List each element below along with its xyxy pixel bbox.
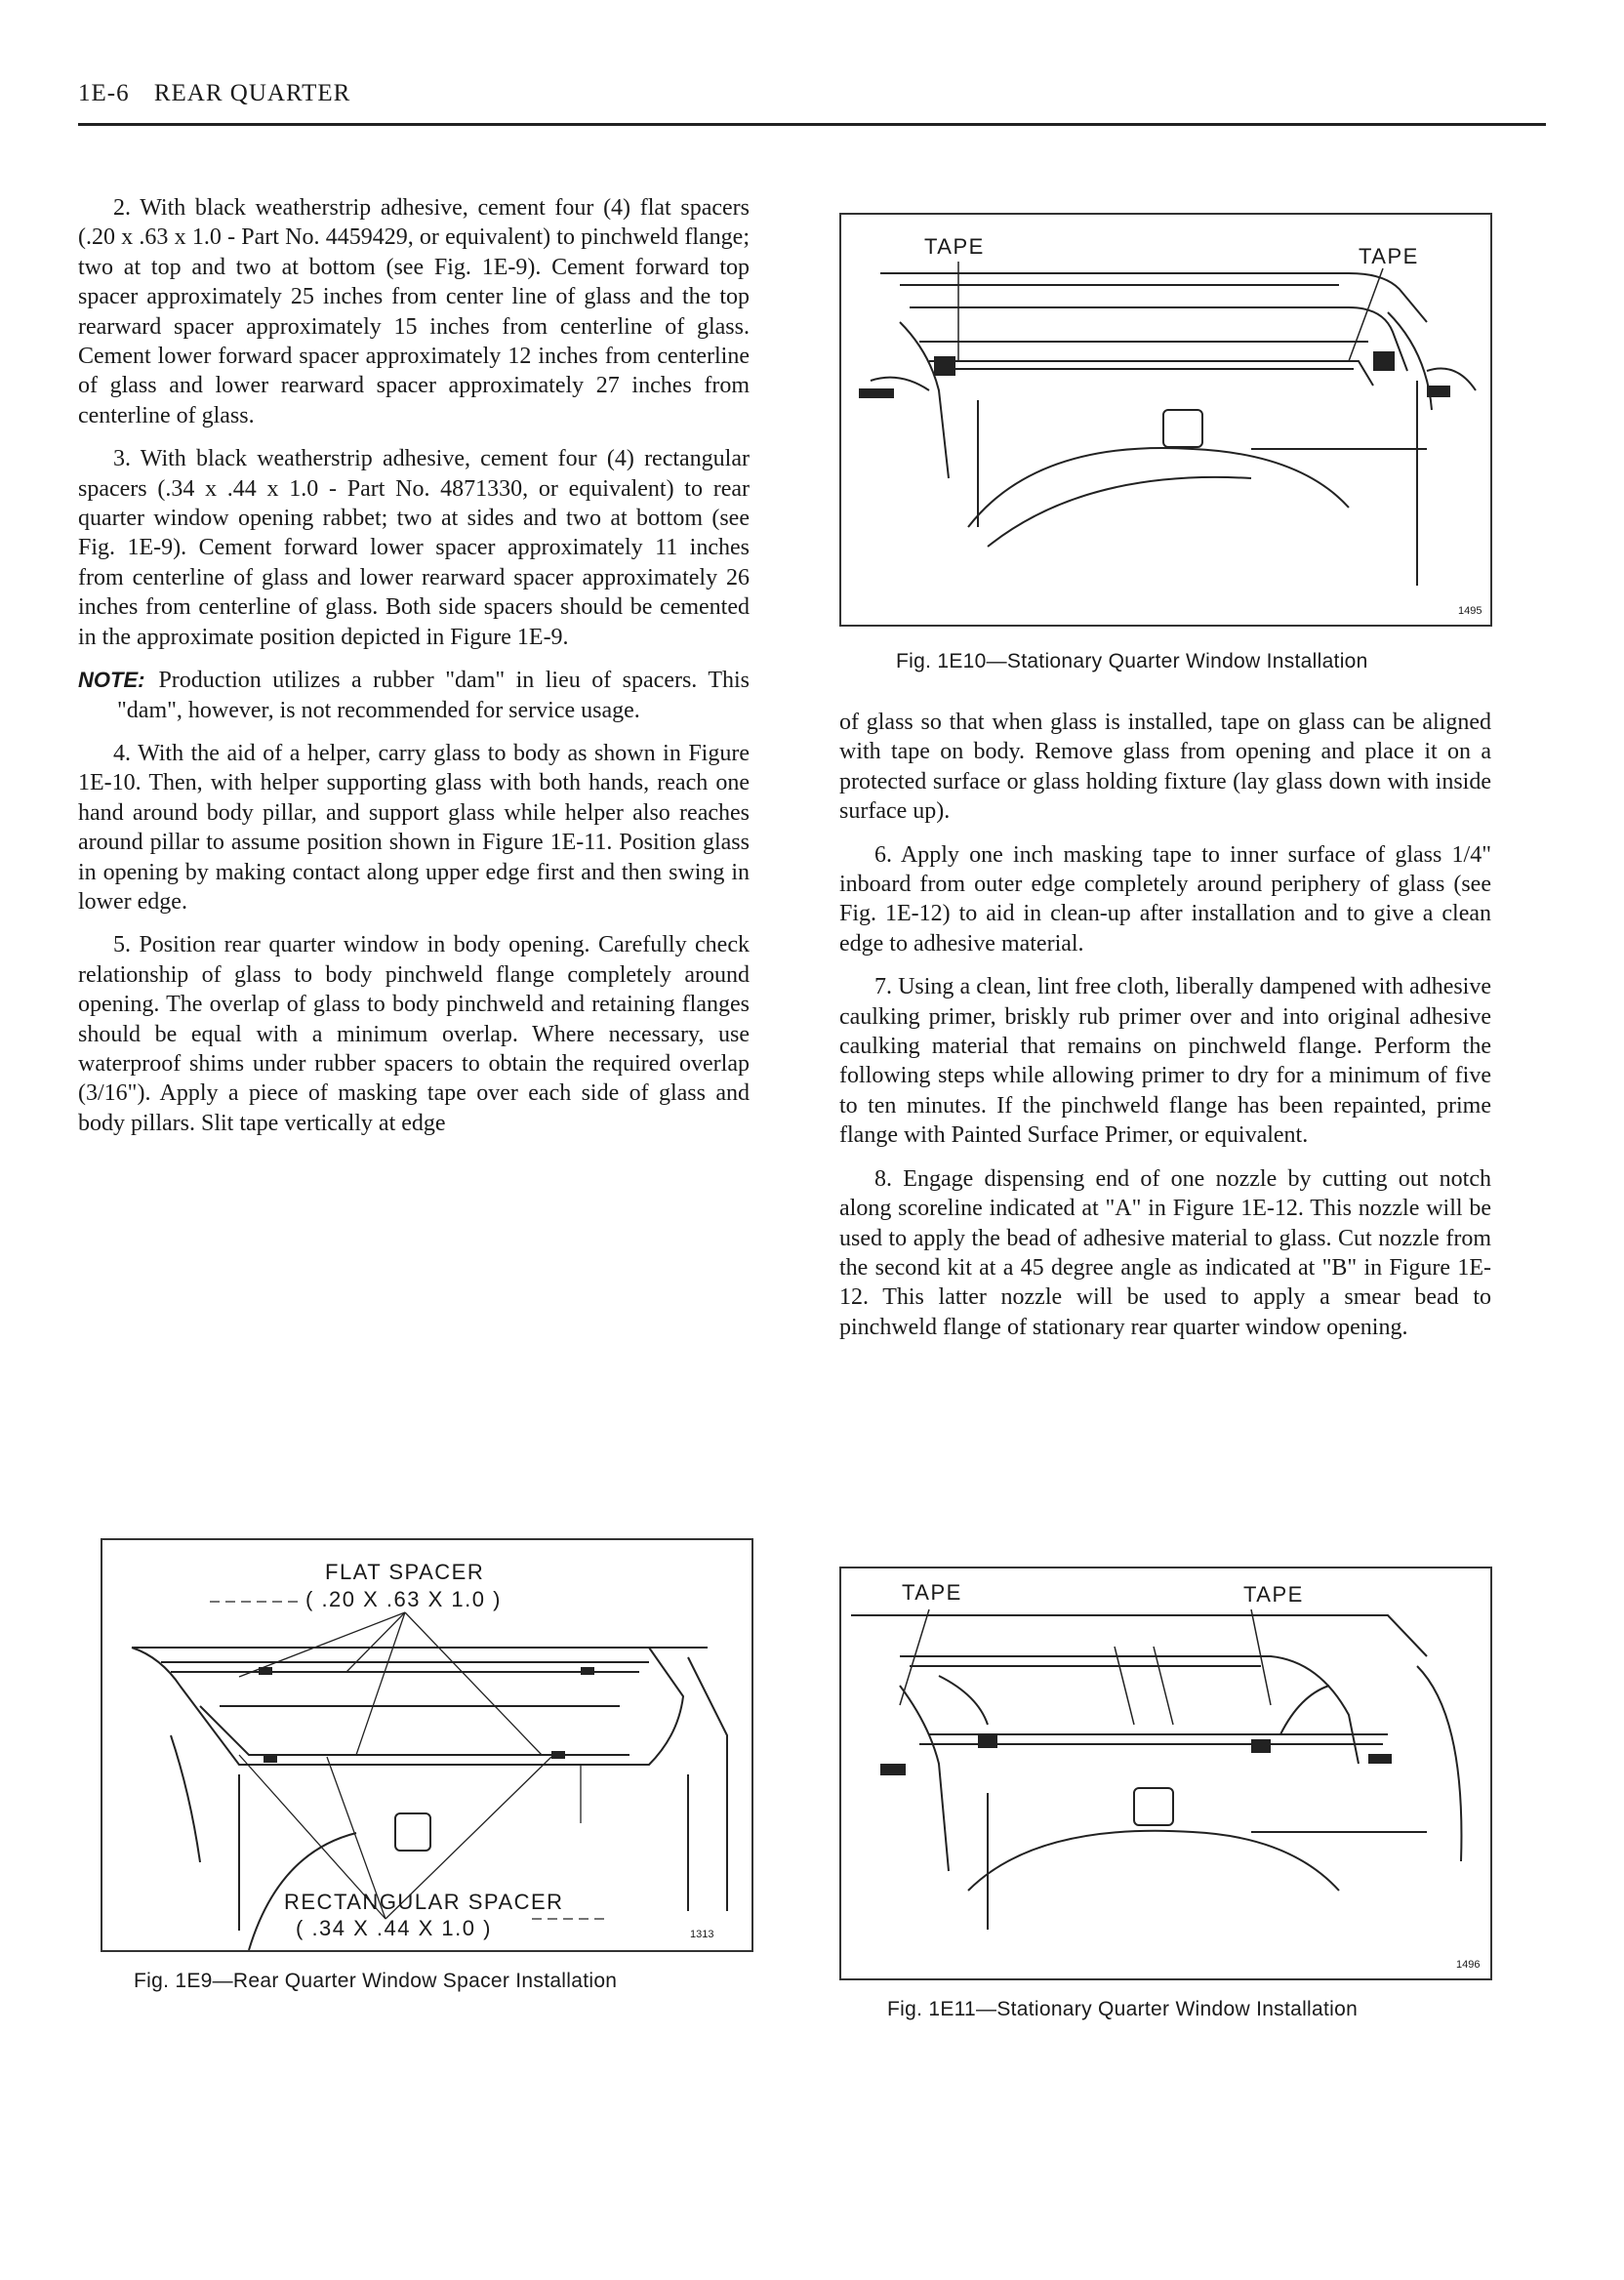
figure-1e11 — [839, 1567, 1492, 1980]
window-installation-illustration — [841, 1568, 1490, 1978]
tape-label-right: TAPE — [1359, 244, 1419, 268]
right-column — [839, 708, 1491, 1356]
figure-1e9 — [101, 1538, 753, 1952]
note-text: Production utilizes a rubber "dam" in lieu of spacers. This "dam", however, is not recommended for service usage. — [117, 668, 750, 723]
figure-number: 1496 — [1456, 1959, 1481, 1971]
note-label: NOTE: — [78, 668, 145, 693]
flat-spacer-label: FLAT SPACER — [325, 1560, 485, 1584]
window-installation-illustration — [841, 215, 1490, 625]
paragraph-7: 7. Using a clean, lint free cloth, liberally dampened with adhesive caulking primer, briskly rub primer over and into original adhesive caulking material that remains on pinchweld flange. Perform the following steps while allowing primer to dry for a minimum of five to ten minutes. If the pinchweld flange has been repainted, prime flange with Painted Surface Primer, or equivalent. — [839, 974, 1491, 1149]
page-number: 1E-6 — [78, 80, 130, 106]
paragraph-6: 6. Apply one inch masking tape to inner surface of glass 1/4" inboard from outer edge completely around periphery of glass (see Fig. 1E-12) to aid in clean-up after installation and to give a clean edge to adhesive material. — [839, 841, 1491, 957]
figure-number: 1495 — [1458, 605, 1482, 617]
flat-spacer-dimensions: ( .20 X .63 X 1.0 ) — [305, 1587, 502, 1611]
tape-label-right: TAPE — [1243, 1582, 1304, 1607]
paragraph-5-continued: of glass so that when glass is installed, tape on glass can be aligned with tape on body. Remove glass from opening and place it on a protected surface or glass holding fixture (lay glass down with inside surface up). — [839, 710, 1491, 825]
paragraph-4: 4. With the aid of a helper, carry glass to body as shown in Figure 1E-10. Then, with helper supporting glass with both hands, reach one hand around body pillar, and support glass while helper also reaches around pillar to assume position shown in Figure 1E-11. Position glass in opening by making contact along upper edge first and then swing in lower edge. — [78, 740, 750, 915]
paragraph-5: 5. Position rear quarter window in body opening. Carefully check relationship of glass to body pinchweld flange completely around opening. The overlap of glass to body pinchweld and retaining flanges should be equal with a minimum overlap. Where necessary, use waterproof shims under rubber spacers to obtain the required overlap (3/16"). Apply a piece of masking tape over each side of glass and body pillars. Slit tape vertically at edge — [78, 932, 750, 1136]
figure-number: 1313 — [690, 1929, 714, 1940]
note — [78, 666, 750, 725]
figure-1e11-caption: Fig. 1E11—Stationary Quarter Window Installation — [887, 1998, 1359, 2020]
page-header — [78, 80, 368, 107]
figure-1e10-caption: Fig. 1E10—Stationary Quarter Window Installation — [896, 650, 1368, 672]
paragraph-2: 2. With black weatherstrip adhesive, cement four (4) flat spacers (.20 x .63 x 1.0 - Part No. 4459429, or equivalent) to pinchweld flange; two at top and two at bottom (see Fig. 1E-9). Cement forward top spacer approximately 25 inches from center line of glass and the top rearward spacer approximately 15 inches from centerline of glass. Cement lower forward spacer approximately 12 inches from centerline of glass and lower rearward spacer approximately 27 inches from centerline of glass. — [78, 195, 750, 428]
section-title: REAR QUARTER — [153, 80, 351, 106]
paragraph-8: 8. Engage dispensing end of one nozzle by cutting out notch along scoreline indicated at "A" in Figure 1E-12. This nozzle will be used to apply the bead of adhesive material to glass. Cut nozzle from the second kit at a 45 degree angle as indicated at "B" in Figure 1E-12. This latter nozzle will be used to apply a smear bead to pinchweld flange of stationary rear quarter window opening. — [839, 1165, 1491, 1340]
tape-label-left: TAPE — [902, 1580, 962, 1605]
rectangular-spacer-label: RECTANGULAR SPACER — [284, 1890, 564, 1914]
rectangular-spacer-dimensions: ( .34 X .44 X 1.0 ) — [296, 1916, 492, 1940]
left-column — [78, 193, 750, 1138]
header-rule — [78, 123, 1546, 126]
figure-1e9-caption: Fig. 1E9—Rear Quarter Window Spacer Installation — [134, 1970, 618, 1992]
tape-label-left: TAPE — [924, 234, 985, 259]
paragraph-3: 3. With black weatherstrip adhesive, cement four (4) rectangular spacers (.34 x .44 x 1.0 - Part No. 4871330, or equivalent) to rear quarter window opening rabbet; two at sides and two at bottom (see Fig. 1E-9). Cement forward lower spacer approximately 11 inches from centerline of glass and lower rearward spacer approximately 26 inches from centerline of glass. Both side spacers should be cemented in the approximate position depicted in Figure 1E-9. — [78, 446, 750, 650]
figure-1e10 — [839, 213, 1492, 627]
